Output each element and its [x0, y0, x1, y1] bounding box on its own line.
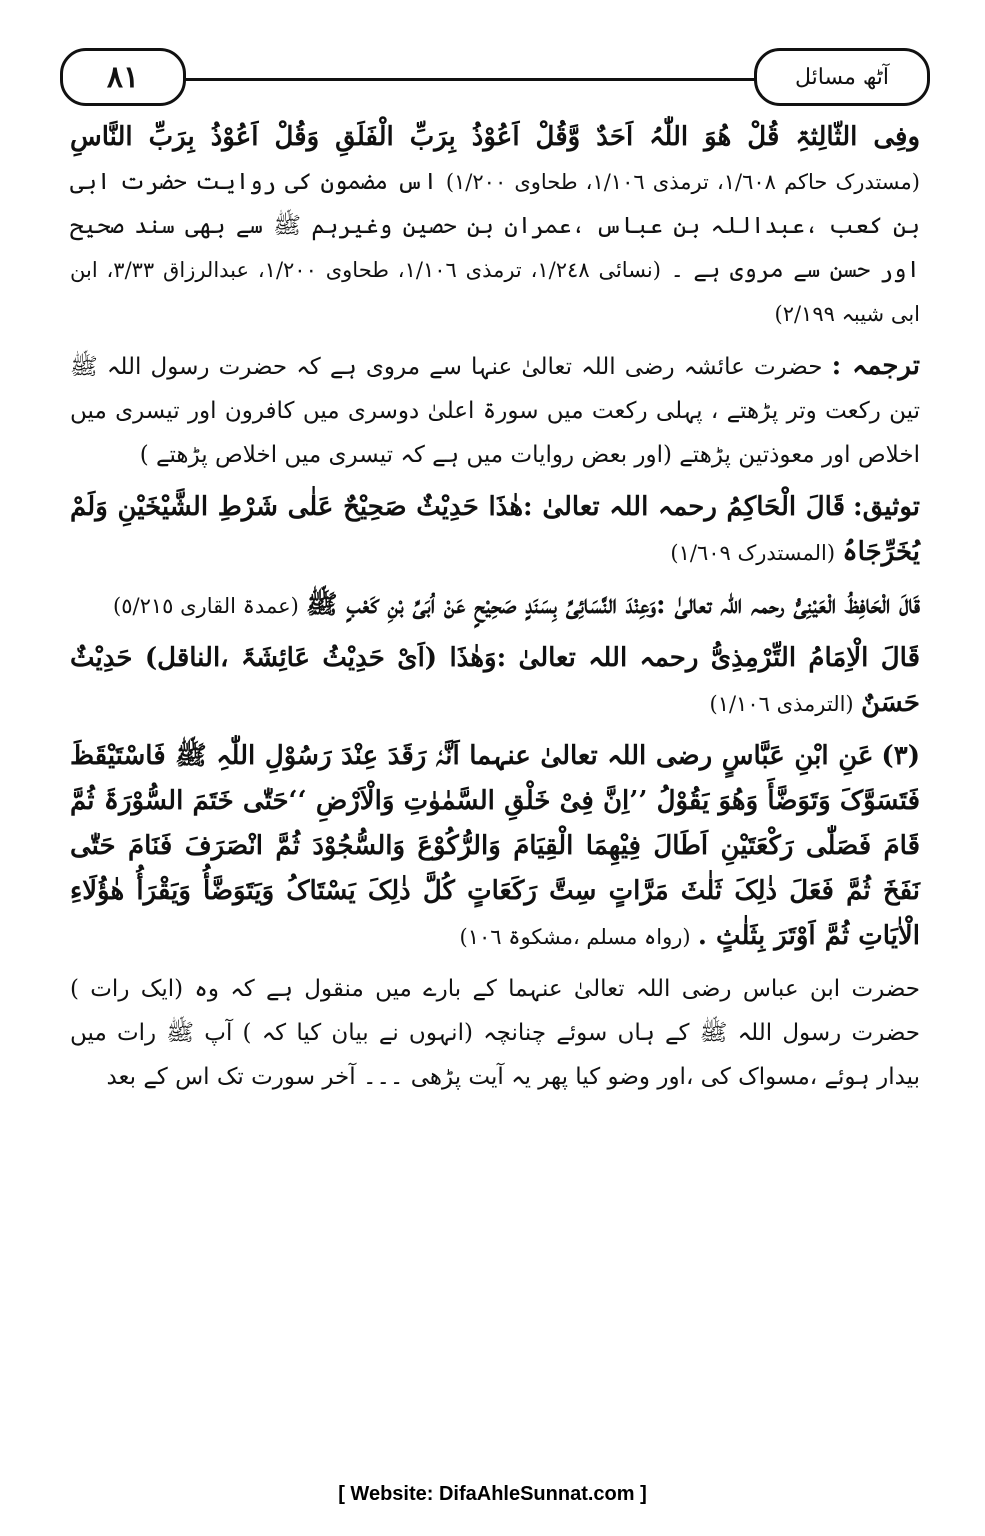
reference: (نسائی ١/٢٤٨، ترمذی ١/١٠٦، طحاوی ١/٢٠٠، عبدالرزاق ٣/٣٣، ابن ابی شیبہ ٢/١٩٩) [70, 258, 920, 326]
reference: (الترمذی ١/١٠٦) [709, 692, 854, 716]
book-title: آٹھ مسائل [754, 48, 930, 106]
arabic-text: عَنِ ابْنِ عَبَّاسٍ رضی اللہ تعالیٰ عنہما اَنَّہٗ رَقَدَ عِنْدَ رَسُوْلِ اللّٰہِ ﷺ فَاسْتَیْقَظَ فَتَسَوَّکَ وَتَوَضَّأَ وَھُوَ یَقُوْلُ ’’اِنَّ فِیْ خَلْقِ السَّمٰوٰتِ وَالْاَرْضِ ‘‘حَتّٰی خَتَمَ السُّوْرَۃَ ثُمَّ قَامَ فَصَلّٰی رَکْعَتَیْنِ اَطَالَ فِیْھِمَا الْقِیَامَ وَالرُّکُوْعَ وَالسُّجُوْدَ ثُمَّ انْصَرَفَ فَنَامَ حَتّٰی نَفَخَ ثُمَّ فَعَلَ ذٰلِکَ ثَلٰثَ مَرَّاتٍ سِتَّ رَکَعَاتٍ کُلَّ ذٰلِکَ یَسْتَاکُ وَیَتَوَضَّأُ وَیَقْرَأُ ھٰؤُلَاءِ الْاٰیَاتِ ثُمَّ اَوْتَرَ بِثَلٰثٍ . [70, 741, 920, 951]
reference: (رواہ مسلم ،مشکوۃ ١٠٦) [459, 925, 691, 949]
urdu-text: اس مضمون کی روایت حضرت ابی بن کعب ،عبداللہ بن عباس ،عمران بن حصین وغیرہم ﷺ سے بھی سند صحیح اور حسن سے مروی ہے ۔ [70, 169, 921, 283]
page-header [60, 40, 930, 110]
urdu-paragraph [70, 967, 920, 1099]
paragraph-1 [70, 115, 920, 336]
tawthiq-1 [70, 485, 920, 575]
tawthiq-3 [70, 636, 920, 726]
translation-text: حضرت عائشہ رضی اللہ تعالیٰ عنہا سے مروی ہے کہ حضرت رسول اللہ ﷺ تین رکعت وتر پڑھتے ، پہلی رکعت میں سورۃ اعلیٰ دوسری میں کافرون اور تیسری میں اخلاص اور معوذتین پڑھتے (اور بعض روایات میں ہے کہ تیسری میں اخلاص پڑھتے ) [70, 354, 920, 468]
arabic-text: قَالَ الْاِمَامُ التِّرْمِذِیُّ رحمہ اللہ تعالیٰ :وَھٰذَا (اَیْ حَدِیْثُ عَائِشَۃَ ،الناقل) حَدِیْثٌ حَسَنٌ [70, 643, 920, 718]
urdu-text: حضرت ابن عباس رضی اللہ تعالیٰ عنہما کے بارے میں منقول ہے کہ وہ (ایک رات ) حضرت رسول اللہ ﷺ کے ہاں سوئے چنانچہ (انہوں نے بیان کیا کہ ) آپ ﷺ رات میں بیدار ہوئے ،مسواک کی ،اور وضو کیا پھر یہ آیت پڑھی ۔۔۔ آخر سورت تک اس کے بعد [70, 976, 920, 1090]
arabic-text: قَالَ الْحَاکِمُ رحمہ اللہ تعالیٰ :ھٰذَا حَدِیْثٌ صَحِیْحٌ عَلٰی شَرْطِ الشَّیْخَیْنِ وَلَمْ یُخَرِّجَاہُ [70, 492, 920, 567]
website-footer: [ Website: DifaAhleSunnat.com ] [338, 1483, 647, 1505]
reference: (مستدرک حاکم ١/٦٠٨، ترمذی ١/١٠٦، طحاوی ١/٢٠٠) [445, 170, 920, 194]
translation-label: ترجمہ : [831, 351, 920, 381]
arabic-text: قَالَ الْحَافِظُ الْعَیْنِیُّ رحمہ اللہ تعالیٰ :وَعِنْدَ النَّسَائِیِّ بِسَنَدٍ صَحِیْحٍ عَنْ اُبَیِّ بْنِ کَعْبٍ ﷺ [306, 590, 920, 620]
tawthiq-2 [70, 583, 920, 628]
hadith-3 [70, 734, 920, 959]
hadith-number: (٣) [881, 741, 920, 771]
reference: (المستدرک ١/٦٠٩) [670, 541, 836, 565]
header-rule [170, 78, 790, 81]
translation-paragraph [70, 344, 920, 477]
tawthiq-label: توثیق: [852, 492, 921, 522]
page-number: ٨١ [60, 48, 186, 106]
arabic-text: وفِی الثّالِثۃِ قُلْ ھُوَ اللّٰہُ اَحَدٌ وَّقُلْ اَعُوْذُ بِرَبِّ الْفَلَقِ وَقُلْ اَعُوْذُ بِرَبِّ النَّاسِ [70, 122, 920, 152]
reference: (عمدۃ القاری ٥/٢١٥) [113, 594, 299, 618]
page-content [70, 115, 920, 1107]
